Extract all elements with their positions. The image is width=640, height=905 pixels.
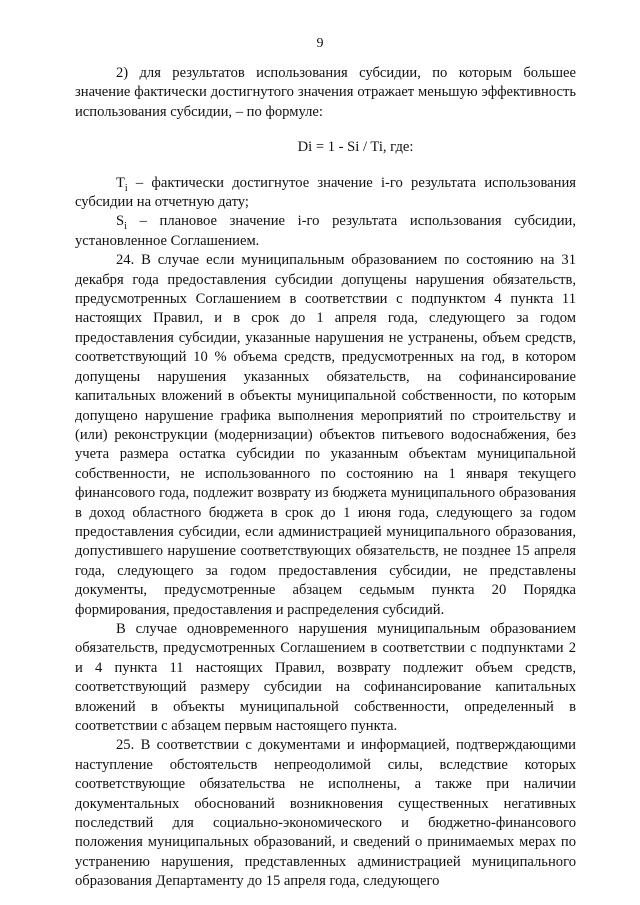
symbol-s: S xyxy=(116,213,125,230)
paragraph-24-second: В случае одновременного нарушения муниципальным образованием обязательств, предусмотренных Соглашением в соответствии с подпунктами 2 и 4 пункта 11 настоящих Правил, возврату подлежит объем средств, соответствующий размеру субсидии на софинансирование капитальных вложений в объекты муниципальной собственности, определенный в соответствии с абзацем первым настоящего пункта. xyxy=(75,620,576,734)
definition-t xyxy=(75,174,576,213)
paragraph-24: 24. В случае если муниципальным образованием по состоянию на 31 декабря года предоставления субсидии допущены нарушения обязательств, предусмотренных Соглашением в соответствии с подпунктом 4 пункта 11 настоящих Правил, и в срок до 1 апреля года, следующего за годом предоставления субсидии, указанные нарушения не устранены, объем средств, соответствующий 10 % объема средств, предусмотренных на год, в котором допущены нарушения указанных обязательств, на софинансирование капитальных вложений в объекты муниципальной собственности, по которым допущено нарушение графика выполнения мероприятий по строительству и (или) реконструкции (модернизации) объектов питьевого водоснабжения, без учета размера остатка субсидии по указанным объектам муниципальной собственности, не использованного по состоянию на 1 января текущего финансового года, подлежит возврату из бюджета муниципального образования в доход областного бюджета в срок до 1 июня года, следующего за годом предоставления субсидии, если администрацией муниципального образования, допустившего нарушение соответствующих обязательств, не позднее 15 апреля года, следующего за годом предоставления субсидии, не представлены документы, предусмотренные абзацем седьмым пункта 20 Порядка формирования, предоставления и распределения субсидий. xyxy=(75,252,576,618)
symbol-s-subscript: i xyxy=(124,221,127,233)
formula: Di = 1 - Si / Ti, где: xyxy=(297,139,414,156)
symbol-t-subscript: i xyxy=(124,182,128,194)
document-body xyxy=(75,64,576,892)
paragraph-25: 25. В соответствии с документами и информацией, подтверждающими наступление обстоятельств непреодолимой силы, вследствие которых соответствующие обязательства не исполнены, а также при наличии документальных обоснований возникновения существенных негативных последствий для социально-экономического и бюджетно-финансового положения муниципальных образований, и сведений о принимаемых мерах по устранению нарушения, представленных администрацией муниципального образования Департаменту до 15 апреля года, следующего xyxy=(75,737,576,890)
paragraph-formula-intro: 2) для результатов использования субсидии, по которым большее значение фактически достигнутого значения отражает меньшую эффективность использования субсидии, – по формуле: xyxy=(75,65,576,120)
definition-s xyxy=(75,212,576,251)
definition-s-text: – плановое значение i-го результата использования субсидии, установленное Соглашением. xyxy=(75,213,576,249)
symbol-t: T xyxy=(116,174,125,191)
page-number: 9 xyxy=(316,36,324,51)
definition-t-text: – фактически достигнутое значение i-го результата использования субсидии на отчетную дату; xyxy=(75,174,576,211)
